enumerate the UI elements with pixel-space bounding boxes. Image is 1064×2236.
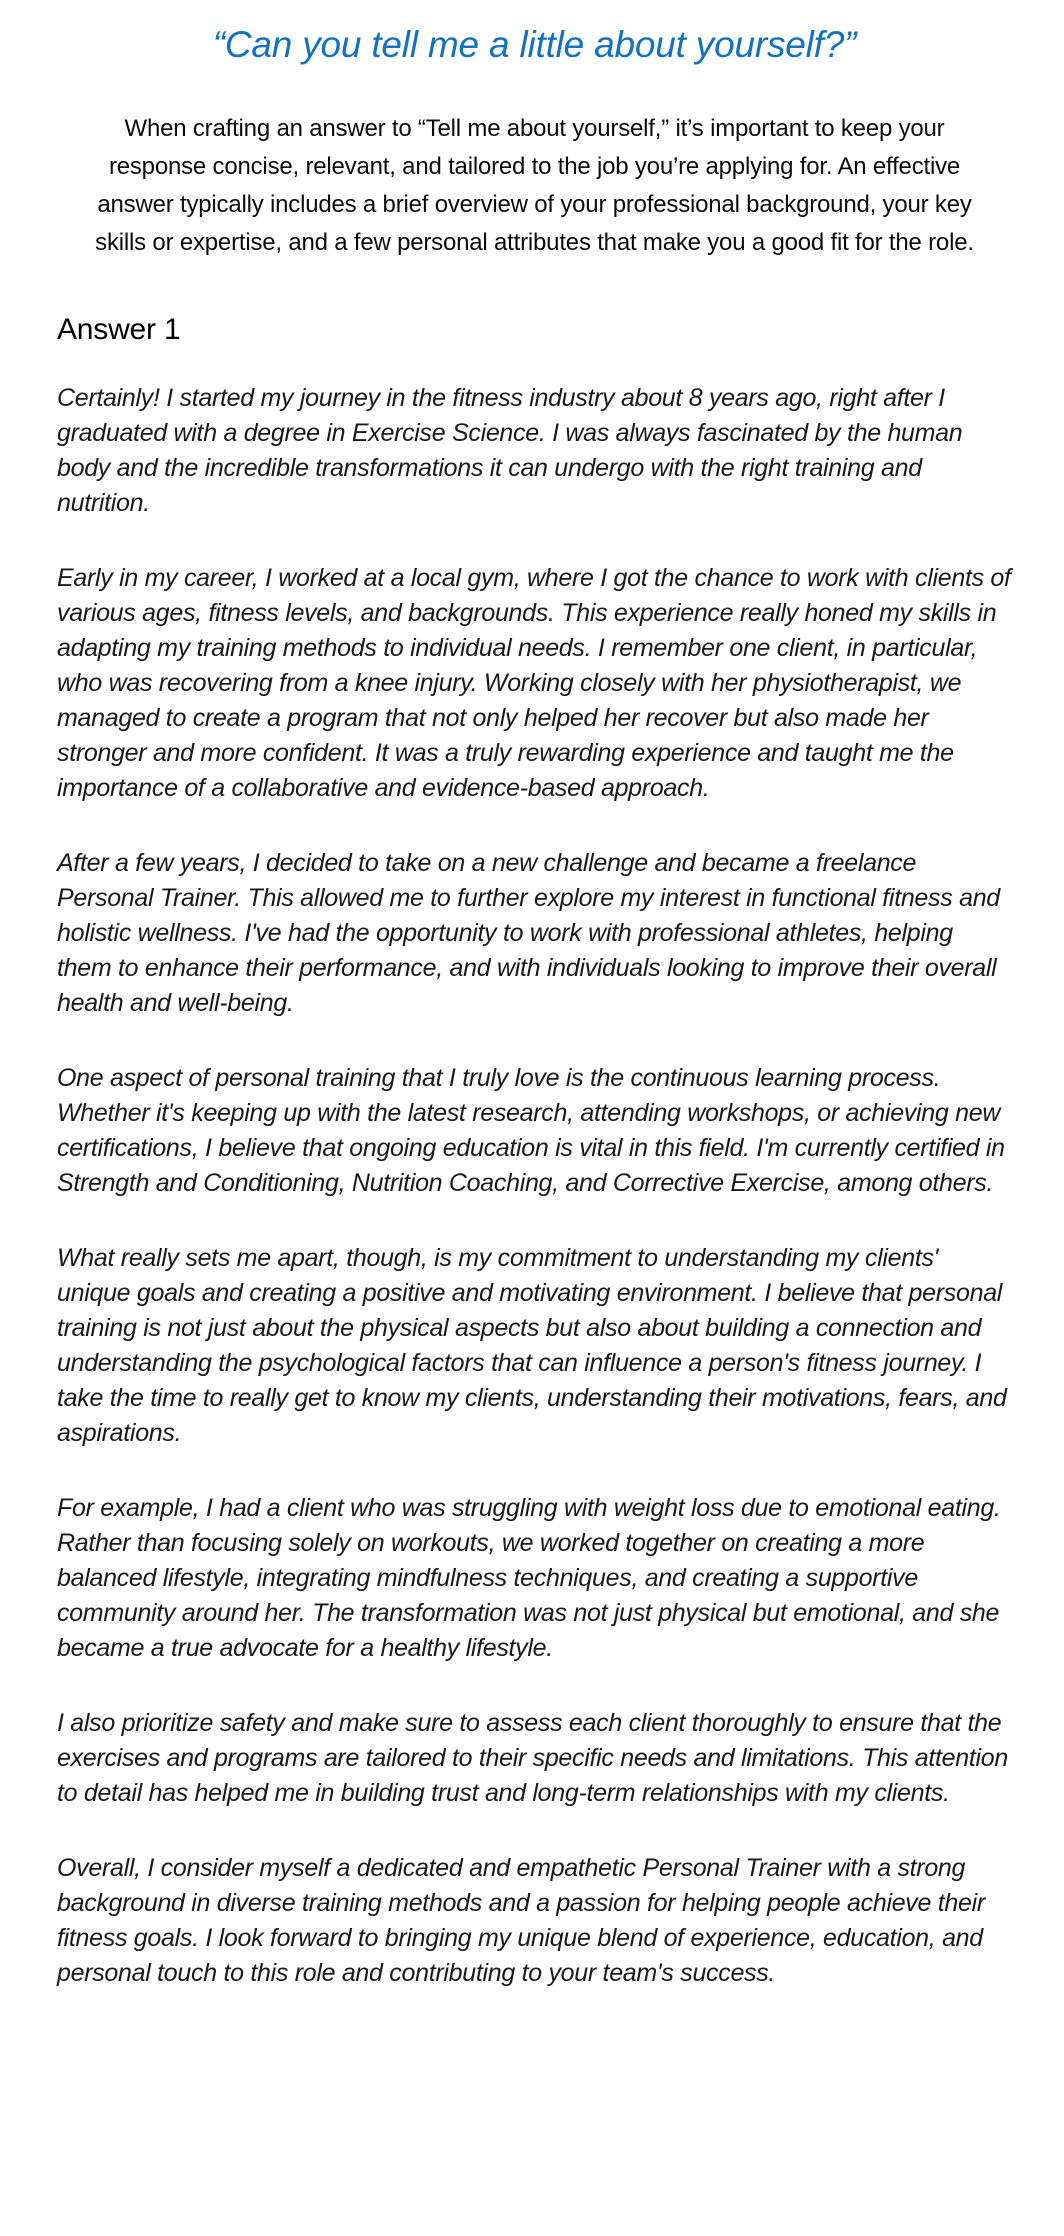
answer-paragraph: Overall, I consider myself a dedicated and empathetic Personal Trainer with a strong background in diverse training methods and a passion for helping people achieve their fitness goals. I look forward to bringing my unique blend of experience, education, and personal touch to this role and contributing to your team's success. — [57, 1854, 985, 1987]
intro-paragraph: When crafting an answer to “Tell me about yourself,” it’s important to keep your response concise, relevant, and tailored to the job you’re applying for. An effective answer typically includes a brief overview of your professional background, your key skills or expertise, and a few personal attributes that make you a good fit for the role. — [95, 115, 974, 256]
answer-paragraph: What really sets me apart, though, is my commitment to understanding my clients' unique goals and creating a positive and motivating environment. I believe that personal training is not just about the physical aspects but also about building a connection and understanding the psychological factors that can influence a person's fitness journey. I take the time to really get to know my clients, understanding their motivations, fears, and aspirations. — [57, 1244, 1007, 1447]
answer-paragraph: After a few years, I decided to take on a new challenge and became a freelance Personal Trainer. This allowed me to further explore my interest in functional fitness and holistic wellness. I've had the opportunity to work with professional athletes, helping them to enhance their performance, and with individuals looking to improve their overall health and well-being. — [57, 849, 1000, 1017]
answer-paragraph: I also prioritize safety and make sure to assess each client thoroughly to ensure that the exercises and programs are tailored to their specific needs and limitations. This attention to detail has helped me in building trust and long-term relationships with my clients. — [57, 1709, 1008, 1807]
answer-paragraph: Early in my career, I worked at a local gym, where I got the chance to work with clients of various ages, fitness levels, and backgrounds. This experience really honed my skills in adapting my training methods to individual needs. I remember one client, in particular, who was recovering from a knee injury. Working closely with her physiotherapist, we managed to create a program that not only helped her recover but also made her stronger and more confident. It was a truly rewarding experience and taught me the importance of a collaborative and evidence-based approach. — [57, 564, 1011, 802]
answer-paragraph: One aspect of personal training that I truly love is the continuous learning process. Whether it's keeping up with the latest research, attending workshops, or achieving new certifications, I believe that ongoing education is vital in this field. I'm currently certified in Strength and Conditioning, Nutrition Coaching, and Corrective Exercise, among others. — [57, 1064, 1005, 1197]
answer-paragraphs — [57, 381, 1012, 1991]
answer-heading: Answer 1 — [57, 313, 181, 346]
answer-paragraph: For example, I had a client who was struggling with weight loss due to emotional eating. Rather than focusing solely on workouts, we worked together on creating a more balanced lifestyle, integrating mindfulness techniques, and creating a supportive community around her. The transformation was not just physical but emotional, and she became a true advocate for a healthy lifestyle. — [57, 1494, 1001, 1662]
answer-paragraph: Certainly! I started my journey in the fitness industry about 8 years ago, right after I graduated with a degree in Exercise Science. I was always fascinated by the human body and the incredible transformations it can undergo with the right training and nutrition. — [57, 384, 963, 517]
document-title: “Can you tell me a little about yourself?” — [212, 24, 857, 65]
